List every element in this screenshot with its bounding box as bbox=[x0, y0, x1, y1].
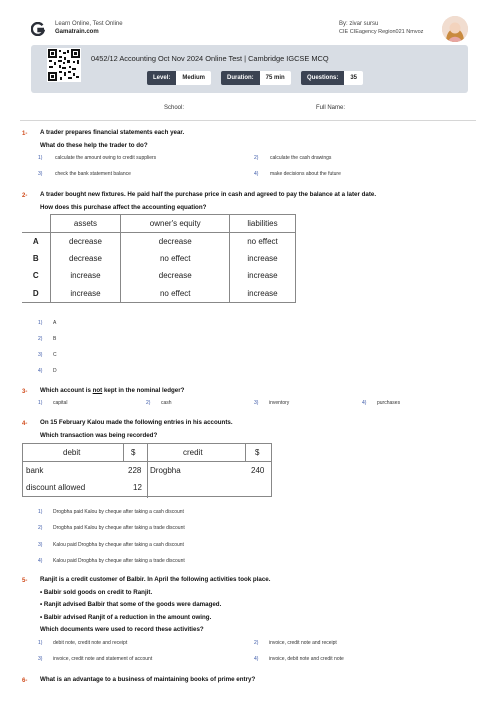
table-header: assets bbox=[50, 215, 121, 233]
option-number: 3) bbox=[38, 656, 43, 662]
test-title: 0452/12 Accounting Oct Nov 2024 Online Test | Cambridge IGCSE MCQ bbox=[91, 54, 329, 63]
answer-option[interactable]: check the bank statement balance bbox=[55, 171, 131, 177]
table-cell: increase bbox=[50, 267, 121, 285]
answer-option[interactable]: make decisions about the future bbox=[270, 171, 341, 177]
questions-badge bbox=[301, 71, 363, 85]
option-number: 4) bbox=[254, 171, 259, 177]
question-text: Ranjit is a credit customer of Balbir. In April the following activities took place. bbox=[40, 576, 271, 583]
table-cell: decrease bbox=[121, 267, 230, 285]
answer-option[interactable]: D bbox=[53, 368, 57, 374]
option-number: 4) bbox=[362, 400, 367, 406]
option-number: 2) bbox=[146, 400, 151, 406]
table-cell: no effect bbox=[230, 232, 296, 250]
answer-option[interactable]: B bbox=[53, 336, 57, 342]
table-cell: increase bbox=[230, 267, 296, 285]
answer-option[interactable]: inventory bbox=[269, 400, 290, 406]
questions-value: 35 bbox=[344, 71, 363, 85]
table-cell: Drogbha bbox=[150, 466, 181, 475]
table-cell: 12 bbox=[133, 483, 142, 492]
level-label: Level: bbox=[147, 71, 176, 85]
table-divider bbox=[245, 444, 246, 461]
site-tagline: Learn Online, Test Online bbox=[55, 21, 123, 27]
table-row bbox=[22, 250, 296, 268]
option-number: 3) bbox=[254, 400, 259, 406]
test-banner bbox=[31, 45, 468, 93]
option-number: 2) bbox=[254, 640, 259, 646]
option-number: 2) bbox=[254, 155, 259, 161]
table-cell: 240 bbox=[251, 466, 265, 475]
question-text: Which documents were used to record these activities? bbox=[40, 626, 204, 633]
table-header: owner's equity bbox=[121, 215, 230, 233]
ledger-entries-table bbox=[22, 443, 272, 497]
question-number: 6- bbox=[22, 678, 28, 684]
option-number: 1) bbox=[38, 509, 43, 515]
table-cell: decrease bbox=[121, 232, 230, 250]
question-text bbox=[40, 387, 184, 394]
table-row bbox=[22, 285, 296, 303]
option-number: 1) bbox=[38, 640, 43, 646]
option-number: 4) bbox=[38, 558, 43, 564]
level-badge bbox=[147, 71, 211, 85]
question-text: Which transaction was being recorded? bbox=[40, 432, 158, 439]
answer-option[interactable]: debit note, credit note and receipt bbox=[53, 640, 128, 646]
answer-option[interactable]: invoice, credit note and statement of account bbox=[53, 656, 153, 662]
fullname-field-label: Full Name: bbox=[316, 105, 346, 111]
option-number: 3) bbox=[38, 542, 43, 548]
answer-option[interactable]: invoice, credit note and receipt bbox=[269, 640, 337, 646]
question-number: 1- bbox=[22, 131, 28, 137]
option-number: 1) bbox=[38, 155, 43, 161]
avatar bbox=[442, 16, 468, 42]
option-number: 3) bbox=[38, 171, 43, 177]
row-label: C bbox=[32, 271, 39, 281]
gamatrain-logo-icon bbox=[31, 22, 45, 36]
divider bbox=[20, 120, 476, 121]
table-divider bbox=[123, 444, 124, 461]
option-number: 2) bbox=[38, 525, 43, 531]
table-header: liabilities bbox=[230, 215, 296, 233]
table-header-row bbox=[22, 215, 296, 233]
question-text-part: Which account is bbox=[40, 387, 93, 394]
table-cell: increase bbox=[50, 285, 121, 303]
question-text: A trader bought new fixtures. He paid half the purchase price in cash and agreed to pay the balance at a later date. bbox=[40, 191, 377, 198]
answer-option[interactable]: Drogbha paid Kalou by cheque after taking a cash discount bbox=[53, 509, 184, 515]
question-text-part: kept in the nominal ledger? bbox=[102, 387, 185, 394]
question-text: A trader prepares financial statements each year. bbox=[40, 129, 185, 136]
table-cell: bank bbox=[26, 466, 44, 475]
answer-option[interactable]: invoice, debit note and credit note bbox=[269, 656, 344, 662]
table-cell: 228 bbox=[128, 466, 142, 475]
question-bullet: • Balbir advised Ranjit of a reduction in the amount owing. bbox=[40, 614, 212, 621]
author-region: CIE CIEagency Region021 Nmvoz bbox=[339, 29, 424, 35]
answer-option[interactable]: calculate the amount owing to credit suppliers bbox=[55, 155, 157, 161]
duration-value: 75 min bbox=[260, 71, 291, 85]
site-link[interactable]: Gamatrain.com bbox=[55, 29, 99, 35]
answer-option[interactable]: calculate the cash drawings bbox=[270, 155, 332, 161]
duration-label: Duration: bbox=[221, 71, 260, 85]
table-divider bbox=[147, 444, 148, 498]
answer-option[interactable]: C bbox=[53, 352, 57, 358]
question-number: 5- bbox=[22, 578, 28, 584]
qr-code-icon bbox=[47, 48, 81, 82]
question-number: 3- bbox=[22, 389, 28, 395]
option-number: 1) bbox=[38, 400, 43, 406]
level-value: Medium bbox=[176, 71, 211, 85]
answer-option[interactable]: Drogbha paid Kalou by cheque after taking a trade discount bbox=[53, 525, 185, 531]
accounting-equation-table bbox=[22, 214, 296, 303]
question-number: 4- bbox=[22, 421, 28, 427]
answer-option[interactable]: Kalou paid Drogbha by cheque after taking a cash discount bbox=[53, 542, 184, 548]
table-row bbox=[22, 267, 296, 285]
table-cell: no effect bbox=[121, 250, 230, 268]
duration-badge bbox=[221, 71, 291, 85]
table-cell: decrease bbox=[50, 232, 121, 250]
table-row bbox=[22, 232, 296, 250]
answer-option[interactable]: purchases bbox=[377, 400, 401, 406]
answer-option[interactable]: capital bbox=[53, 400, 68, 406]
option-number: 4) bbox=[254, 656, 259, 662]
school-field-label: School: bbox=[164, 105, 185, 111]
answer-option[interactable]: A bbox=[53, 320, 57, 326]
top-header bbox=[0, 0, 496, 44]
question-emphasis: not bbox=[92, 387, 103, 394]
question-text: What is an advantage to a business of maintaining books of prime entry? bbox=[40, 676, 256, 683]
question-text: On 15 February Kalou made the following entries in his accounts. bbox=[40, 419, 233, 426]
question-text: What do these help the trader to do? bbox=[40, 142, 148, 149]
option-number: 4) bbox=[38, 368, 43, 374]
question-number: 2- bbox=[22, 193, 28, 199]
author-name: By: zivar sursu bbox=[339, 21, 379, 27]
question-text: How does this purchase affect the accounting equation? bbox=[40, 204, 207, 211]
table-cell: decrease bbox=[50, 250, 121, 268]
row-label: A bbox=[22, 232, 50, 250]
option-number: 1) bbox=[38, 320, 43, 326]
table-cell: increase bbox=[230, 250, 296, 268]
option-number: 3) bbox=[38, 352, 43, 358]
answer-option[interactable]: Kalou paid Drogbha by cheque after taking a trade discount bbox=[53, 558, 185, 564]
row-label: B bbox=[32, 253, 39, 263]
option-number: 2) bbox=[38, 336, 43, 342]
table-cell: increase bbox=[230, 285, 296, 303]
table-header: $ bbox=[131, 448, 136, 457]
avatar-portrait-icon bbox=[442, 16, 468, 42]
table-header: debit bbox=[63, 448, 81, 457]
answer-option[interactable]: cash bbox=[161, 400, 172, 406]
question-bullet: • Ranjit advised Balbir that some of the goods were damaged. bbox=[40, 601, 222, 608]
table-cell: discount allowed bbox=[26, 483, 86, 492]
questions-label: Questions: bbox=[301, 71, 344, 85]
table-header: credit bbox=[183, 448, 203, 457]
row-label: D bbox=[22, 285, 50, 303]
question-bullet: • Balbir sold goods on credit to Ranjit. bbox=[40, 589, 153, 596]
table-header: $ bbox=[255, 448, 260, 457]
table-cell: no effect bbox=[121, 285, 230, 303]
